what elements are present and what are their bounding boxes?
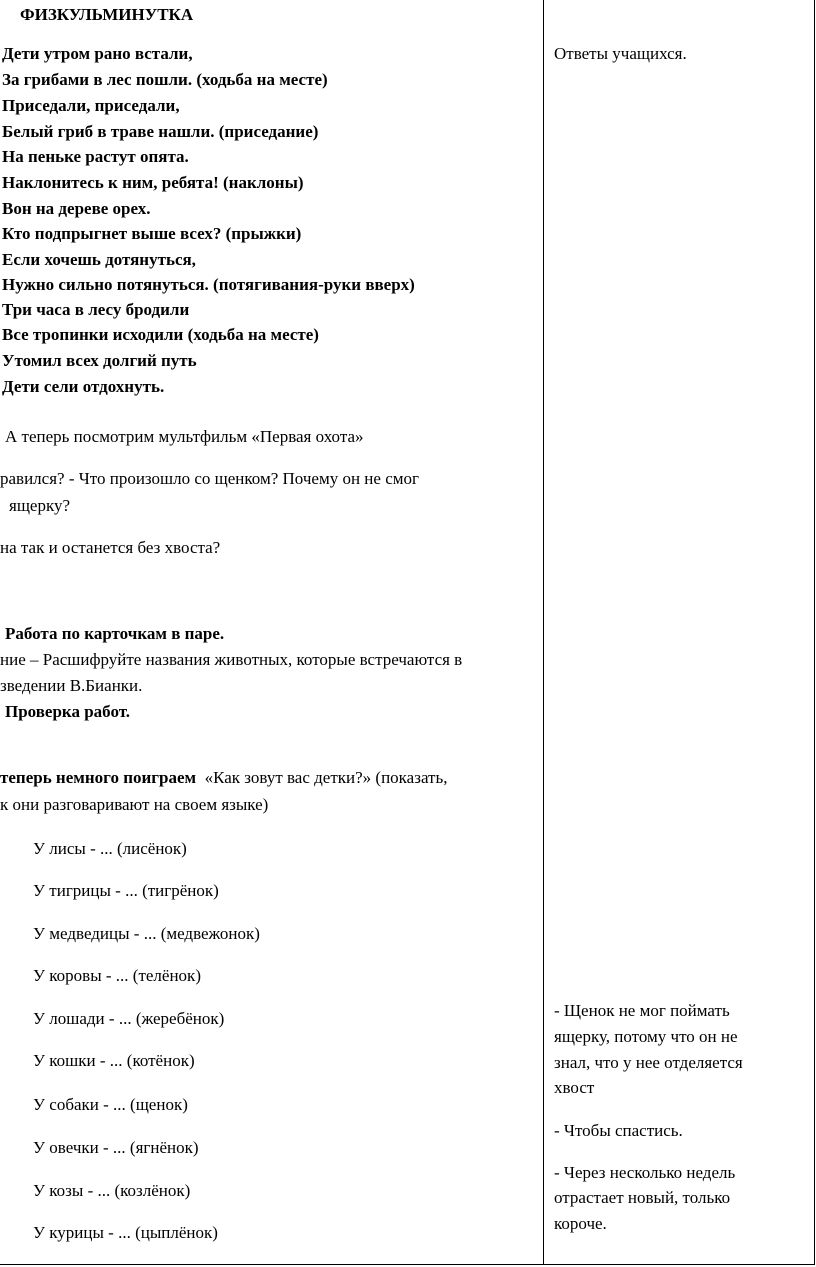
question-line: на так и останется без хвоста? (0, 538, 221, 557)
question-line: равился? - Что произошло со щенком? Почему он не смог (0, 469, 419, 488)
poem-line: Утомил всех долгий путь (2, 351, 197, 370)
answer-line: - Чтобы спастись. (554, 1121, 683, 1140)
answer-line: хвост (554, 1078, 595, 1097)
game-line (0, 768, 447, 788)
poem-line: Приседали, приседали, (2, 96, 180, 115)
answer-line: - Через несколько недель (554, 1163, 736, 1182)
animal-line: У коровы - ... (телёнок) (33, 966, 201, 985)
game-heading-rest: «Как зовут вас детки?» (показать, (204, 768, 448, 787)
check-heading: Проверка работ. (5, 702, 131, 721)
poem-line: На пеньке растут опята. (2, 147, 189, 166)
poem-line: Три часа в лесу бродили (2, 300, 190, 319)
animal-line: У лисы - ... (лисёнок) (33, 839, 187, 858)
table-bottom-border (0, 1264, 815, 1265)
animal-line: У лошади - ... (жеребёнок) (33, 1009, 225, 1028)
section-title: ФИЗКУЛЬМИНУТКА (20, 5, 194, 24)
animal-line: У медведицы - ... (медвежонок) (33, 924, 260, 943)
poem-line: За грибами в лес пошли. (ходьба на месте) (2, 70, 328, 89)
animal-line: У собаки - ... (щенок) (33, 1095, 188, 1114)
animal-line: У овечки - ... (ягнёнок) (33, 1138, 199, 1157)
animal-line: У курицы - ... (цыплёнок) (33, 1223, 218, 1242)
cartoon-line: А теперь посмотрим мультфильм «Первая охота» (5, 427, 364, 446)
poem-line: Белый гриб в траве нашли. (приседание) (2, 122, 319, 141)
animal-line: У тигрицы - ... (тигрёнок) (33, 881, 219, 900)
students-answers: Ответы учащихся. (554, 44, 687, 63)
table-right-border (814, 0, 815, 1265)
game-heading: теперь немного поиграем (0, 768, 197, 787)
poem-line: Дети сели отдохнуть. (2, 377, 165, 396)
animal-line: У кошки - ... (котёнок) (33, 1051, 195, 1070)
poem-line: Все тропинки исходили (ходьба на месте) (2, 325, 319, 344)
task-line: ние – Расшифруйте названия животных, которые встречаются в (0, 650, 463, 669)
poem-line: Нужно сильно потянуться. (потягивания-руки вверх) (2, 275, 415, 294)
game-line: к они разговаривают на своем языке) (0, 795, 269, 814)
poem-line: Кто подпрыгнет выше всех? (прыжки) (2, 224, 302, 243)
answer-line: знал, что у нее отделяется (554, 1053, 743, 1072)
answer-line: короче. (554, 1214, 607, 1233)
answer-line: - Щенок не мог поймать (554, 1001, 730, 1020)
poem-line: Наклонитесь к ним, ребята! (наклоны) (2, 173, 304, 192)
poem-line: Вон на дереве орех. (2, 199, 151, 218)
task-line: зведении В.Бианки. (0, 676, 143, 695)
answer-line: отрастает новый, только (554, 1188, 731, 1207)
poem-line: Дети утром рано встали, (2, 44, 193, 63)
column-divider (543, 0, 544, 1265)
poem-line: Если хочешь дотянуться, (2, 250, 196, 269)
question-line: ящерку? (9, 496, 71, 515)
animal-line: У козы - ... (козлёнок) (33, 1181, 191, 1200)
cards-heading: Работа по карточкам в паре. (5, 624, 225, 643)
answer-line: ящерку, потому что он не (554, 1027, 738, 1046)
